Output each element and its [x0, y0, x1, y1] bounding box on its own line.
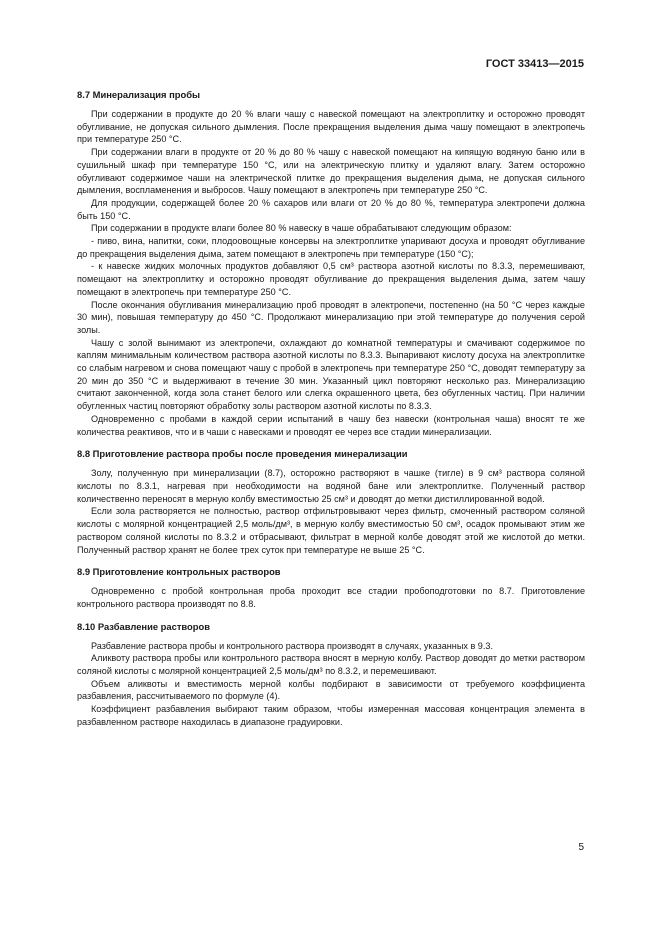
section-8-8 — [77, 447, 585, 556]
section-title: 8.9 Приготовление контрольных растворов — [77, 566, 281, 578]
section-title: 8.8 Приготовление раствора пробы после проведения минерализации — [77, 448, 408, 460]
section-title: 8.7 Минерализация пробы — [77, 89, 201, 100]
section-8-10 — [77, 620, 585, 729]
paragraph: При содержании влаги в продукте от 20 % до 80 % чашу с навеской помещают на кипящую водяную баню или в сушильный шкаф при температуре 150 °С, или на электрическую плитку и удаляют влагу. Затем осторожно обугливают содержимое чаши на электрической плитке до прекращения выделения дыма, не допуская сильного дымления, воспламенения и выбросов. Чашу помещают в электропечь при температуре 250 °С. — [77, 147, 585, 196]
document-header: ГОСТ 33413—2015 — [485, 58, 584, 70]
paragraph: Разбавление раствора пробы и контрольного раствора производят в случаях, указанных в 9.3. — [91, 640, 493, 651]
paragraph: Золу, полученную при минерализации (8.7), осторожно растворяют в чашке (тигле) в 9 см³ раствора соляной кислоты по 8.3.1, нагревая при необходимости на водяной бане или электроплитке. Полученный раствор количественно переносят в мерную колбу вместимостью 25 см³ и доводят до метки дистиллированной водой. — [77, 468, 585, 504]
document-body — [77, 88, 585, 738]
paragraph: После окончания обугливания минерализацию проб проводят в электропечи, постепенно (на 50 °С через каждые 30 мин), повышая температуру до 450 °С. Продолжают минерализацию при этой температуре до получения серой золы. — [77, 299, 585, 335]
section-8-9 — [77, 565, 585, 610]
section-8-7 — [77, 88, 585, 438]
page-number: 5 — [578, 842, 584, 853]
paragraph: Для продукции, содержащей более 20 % сахаров или влаги от 20 % до 80 %, температура электропечи должна быть 150 °С. — [77, 197, 585, 221]
paragraph: Коэффициент разбавления выбирают таким образом, чтобы измеренная массовая концентрация элемента в разбавленном растворе находилась в диапазоне градуировки. — [77, 704, 585, 727]
paragraph: Объем аликвоты и вместимость мерной колбы подбирают в зависимости от требуемого коэффициента разбавления, рассчитываемого по формуле (4). — [77, 678, 585, 702]
paragraph: Одновременно с пробой контрольная проба проходит все стадии пробоподготовки по 8.7. Приготовление контрольного раствора производят по 8.8. — [77, 586, 585, 609]
paragraph: Одновременно с пробами в каждой серии испытаний в чашу без навески (контрольная чаша) вносят те же количества реактивов, что и в чаши с навесками и проводят ее через все стадии минерализации. — [77, 413, 585, 437]
list-item: - пиво, вина, напитки, соки, плодоовощные консервы на электроплитке упаривают досуха и проводят обугливание до прекращения выделения дыма, затем помещают в электропечь при температуре (150 °С); — [77, 236, 585, 259]
paragraph: При содержании в продукте влаги более 80 % навеску в чаше обрабатывают следующим образом: — [91, 223, 512, 234]
paragraph: При содержании в продукте до 20 % влаги чашу с навеской помещают на электроплитку и осторожно проводят обугливание, не допуская сильного дымления. После прекращения выделения дыма чашу помещают в электропечь при температуре 250 °С. — [77, 109, 585, 145]
list-item: - к навеске жидких молочных продуктов добавляют 0,5 см³ раствора азотной кислоты по 8.3.3, перемешивают, помещают на электроплитку и осторожно проводят обугливание до прекращения выделения дыма, затем чашу помещают в электропечь при температуре 250 °С. — [77, 261, 585, 297]
paragraph: Если зола растворяется не полностью, раствор отфильтровывают через фильтр, смоченный раствором соляной кислоты с молярной концентрацией 2,5 моль/дм³, в мерную колбу вместимостью 50 см³, осадок промывают этим же раствором соляной кислоты по 8.3.2 и отбрасывают, фильтрат в мерной колбе доводят этой же кислотой до метки. Полученный раствор хранят не более трех суток при температуре не выше 25 °С. — [77, 506, 585, 555]
section-title: 8.10 Разбавление растворов — [77, 620, 210, 632]
paragraph: Аликвоту раствора пробы или контрольного раствора вносят в мерную колбу. Раствор доводят до метки раствором соляной кислоты с молярной концентрацией 2,5 моль/дм³ по 8.3.2, и перемешивают. — [77, 653, 585, 677]
paragraph: Чашу с золой вынимают из электропечи, охлаждают до комнатной температуры и смачивают содержимое по каплям минимальным количеством раствора азотной кислоты по 8.3.3. Выпаривают кислоту досуха на электроплитке со слабым нагревом и снова помещают чашу с пробой в электропечь при температуре 250 °С, доводят температуру за 20 мин до 350 °С и выдерживают в течение 30 мин. Указанный цикл повторяют несколько раз. Минерализацию считают законченной, когда зола станет белого или слегка окрашенного цвета, без обугленных частиц. При наличии обугленных частиц повторяют обработку золы раствором азотной кислоты по 8.3.3. — [77, 337, 585, 412]
